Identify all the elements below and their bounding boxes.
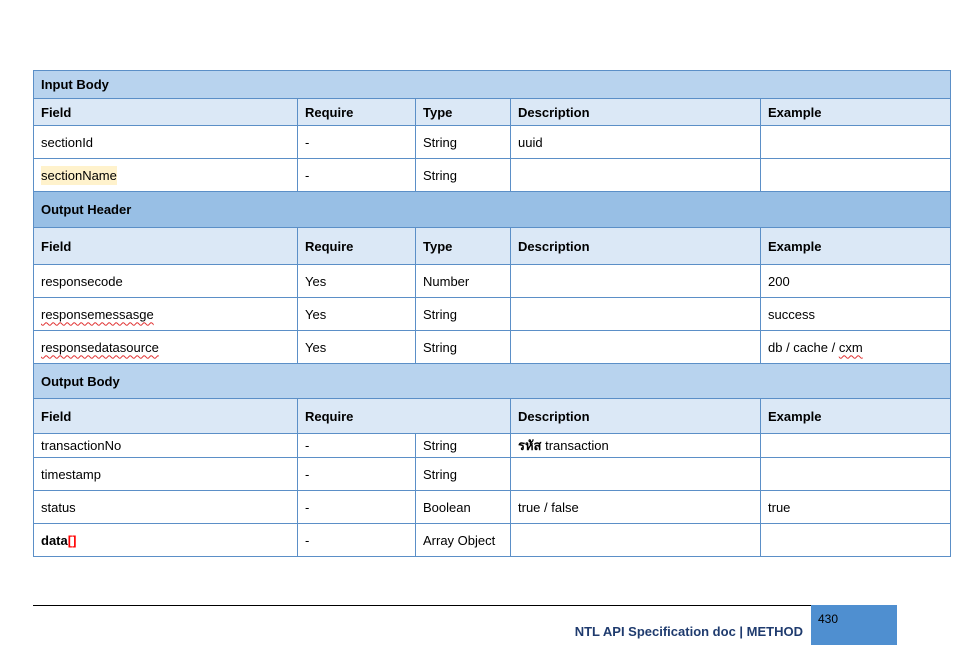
cell-require: Yes	[298, 331, 416, 364]
cell-description	[511, 331, 761, 364]
header-require: Require	[298, 99, 416, 126]
header-row-output-header	[34, 228, 951, 265]
cell-type: Boolean	[416, 491, 511, 524]
cell-require: -	[298, 458, 416, 491]
header-require: Require	[298, 399, 511, 434]
cell-example	[761, 458, 951, 491]
cell-require: -	[298, 491, 416, 524]
cell-example: success	[761, 298, 951, 331]
cell-description: true / false	[511, 491, 761, 524]
table-row	[34, 331, 951, 364]
example-suffix: cxm	[838, 339, 863, 355]
header-description: Description	[511, 99, 761, 126]
cell-type: String	[416, 298, 511, 331]
cell-description	[511, 524, 761, 557]
field-name: data	[41, 532, 68, 548]
section-title-input-body: Input Body	[34, 71, 951, 99]
cell-require: -	[298, 434, 416, 458]
header-require: Require	[298, 228, 416, 265]
cell-example: 200	[761, 265, 951, 298]
table-row	[34, 159, 951, 192]
cell-description	[511, 458, 761, 491]
cell-field	[34, 298, 298, 331]
page-number: 430	[818, 612, 839, 626]
cell-example	[761, 524, 951, 557]
cell-type: Array Object	[416, 524, 511, 557]
section-row-input-body	[34, 71, 951, 99]
section-row-output-header	[34, 192, 951, 228]
example-prefix: db / cache /	[768, 339, 839, 355]
page-number-box	[811, 605, 897, 645]
header-example: Example	[761, 399, 951, 434]
header-row-input-body	[34, 99, 951, 126]
cell-require: -	[298, 159, 416, 192]
cell-example	[761, 126, 951, 159]
header-example: Example	[761, 228, 951, 265]
header-type: Type	[416, 228, 511, 265]
cell-field	[34, 524, 298, 557]
footer-doc-title: NTL API Specification doc | METHOD	[574, 624, 803, 639]
spellcheck-field-name: responsedatasource	[41, 339, 159, 355]
table-row	[34, 265, 951, 298]
highlighted-field-name: sectionName	[41, 167, 117, 183]
header-description: Description	[511, 399, 761, 434]
header-description: Description	[511, 228, 761, 265]
header-field: Field	[34, 99, 298, 126]
cell-field: status	[34, 491, 298, 524]
table-row	[34, 524, 951, 557]
spellcheck-field-name: responsemessasge	[41, 306, 154, 322]
footer-divider	[33, 605, 811, 606]
cell-field: transactionNo	[34, 434, 298, 458]
cell-field	[34, 331, 298, 364]
header-field: Field	[34, 399, 298, 434]
table-row	[34, 298, 951, 331]
section-row-output-body	[34, 364, 951, 399]
cell-description	[511, 265, 761, 298]
cell-type: String	[416, 159, 511, 192]
cell-description	[511, 159, 761, 192]
header-example: Example	[761, 99, 951, 126]
cell-require: Yes	[298, 265, 416, 298]
array-brackets: []	[67, 532, 77, 548]
table-row	[34, 458, 951, 491]
header-row-output-body	[34, 399, 951, 434]
table-row	[34, 126, 951, 159]
cell-description	[511, 434, 761, 458]
header-type: Type	[416, 99, 511, 126]
table-row	[34, 434, 951, 458]
table-row	[34, 491, 951, 524]
cell-require: -	[298, 126, 416, 159]
cell-type: Number	[416, 265, 511, 298]
description-text: transaction	[541, 438, 609, 453]
cell-example	[761, 159, 951, 192]
cell-description: uuid	[511, 126, 761, 159]
cell-example	[761, 331, 951, 364]
cell-field: responsecode	[34, 265, 298, 298]
cell-field: timestamp	[34, 458, 298, 491]
cell-example	[761, 434, 951, 458]
cell-type: String	[416, 434, 511, 458]
header-field: Field	[34, 228, 298, 265]
cell-type: String	[416, 331, 511, 364]
description-thai-label: รหัส	[518, 438, 542, 453]
cell-type: String	[416, 458, 511, 491]
section-title-output-header: Output Header	[34, 192, 951, 228]
api-spec-table	[33, 70, 951, 557]
cell-field	[34, 159, 298, 192]
cell-description	[511, 298, 761, 331]
cell-type: String	[416, 126, 511, 159]
cell-field: sectionId	[34, 126, 298, 159]
section-title-output-body: Output Body	[34, 364, 951, 399]
cell-example: true	[761, 491, 951, 524]
cell-require: -	[298, 524, 416, 557]
cell-require: Yes	[298, 298, 416, 331]
